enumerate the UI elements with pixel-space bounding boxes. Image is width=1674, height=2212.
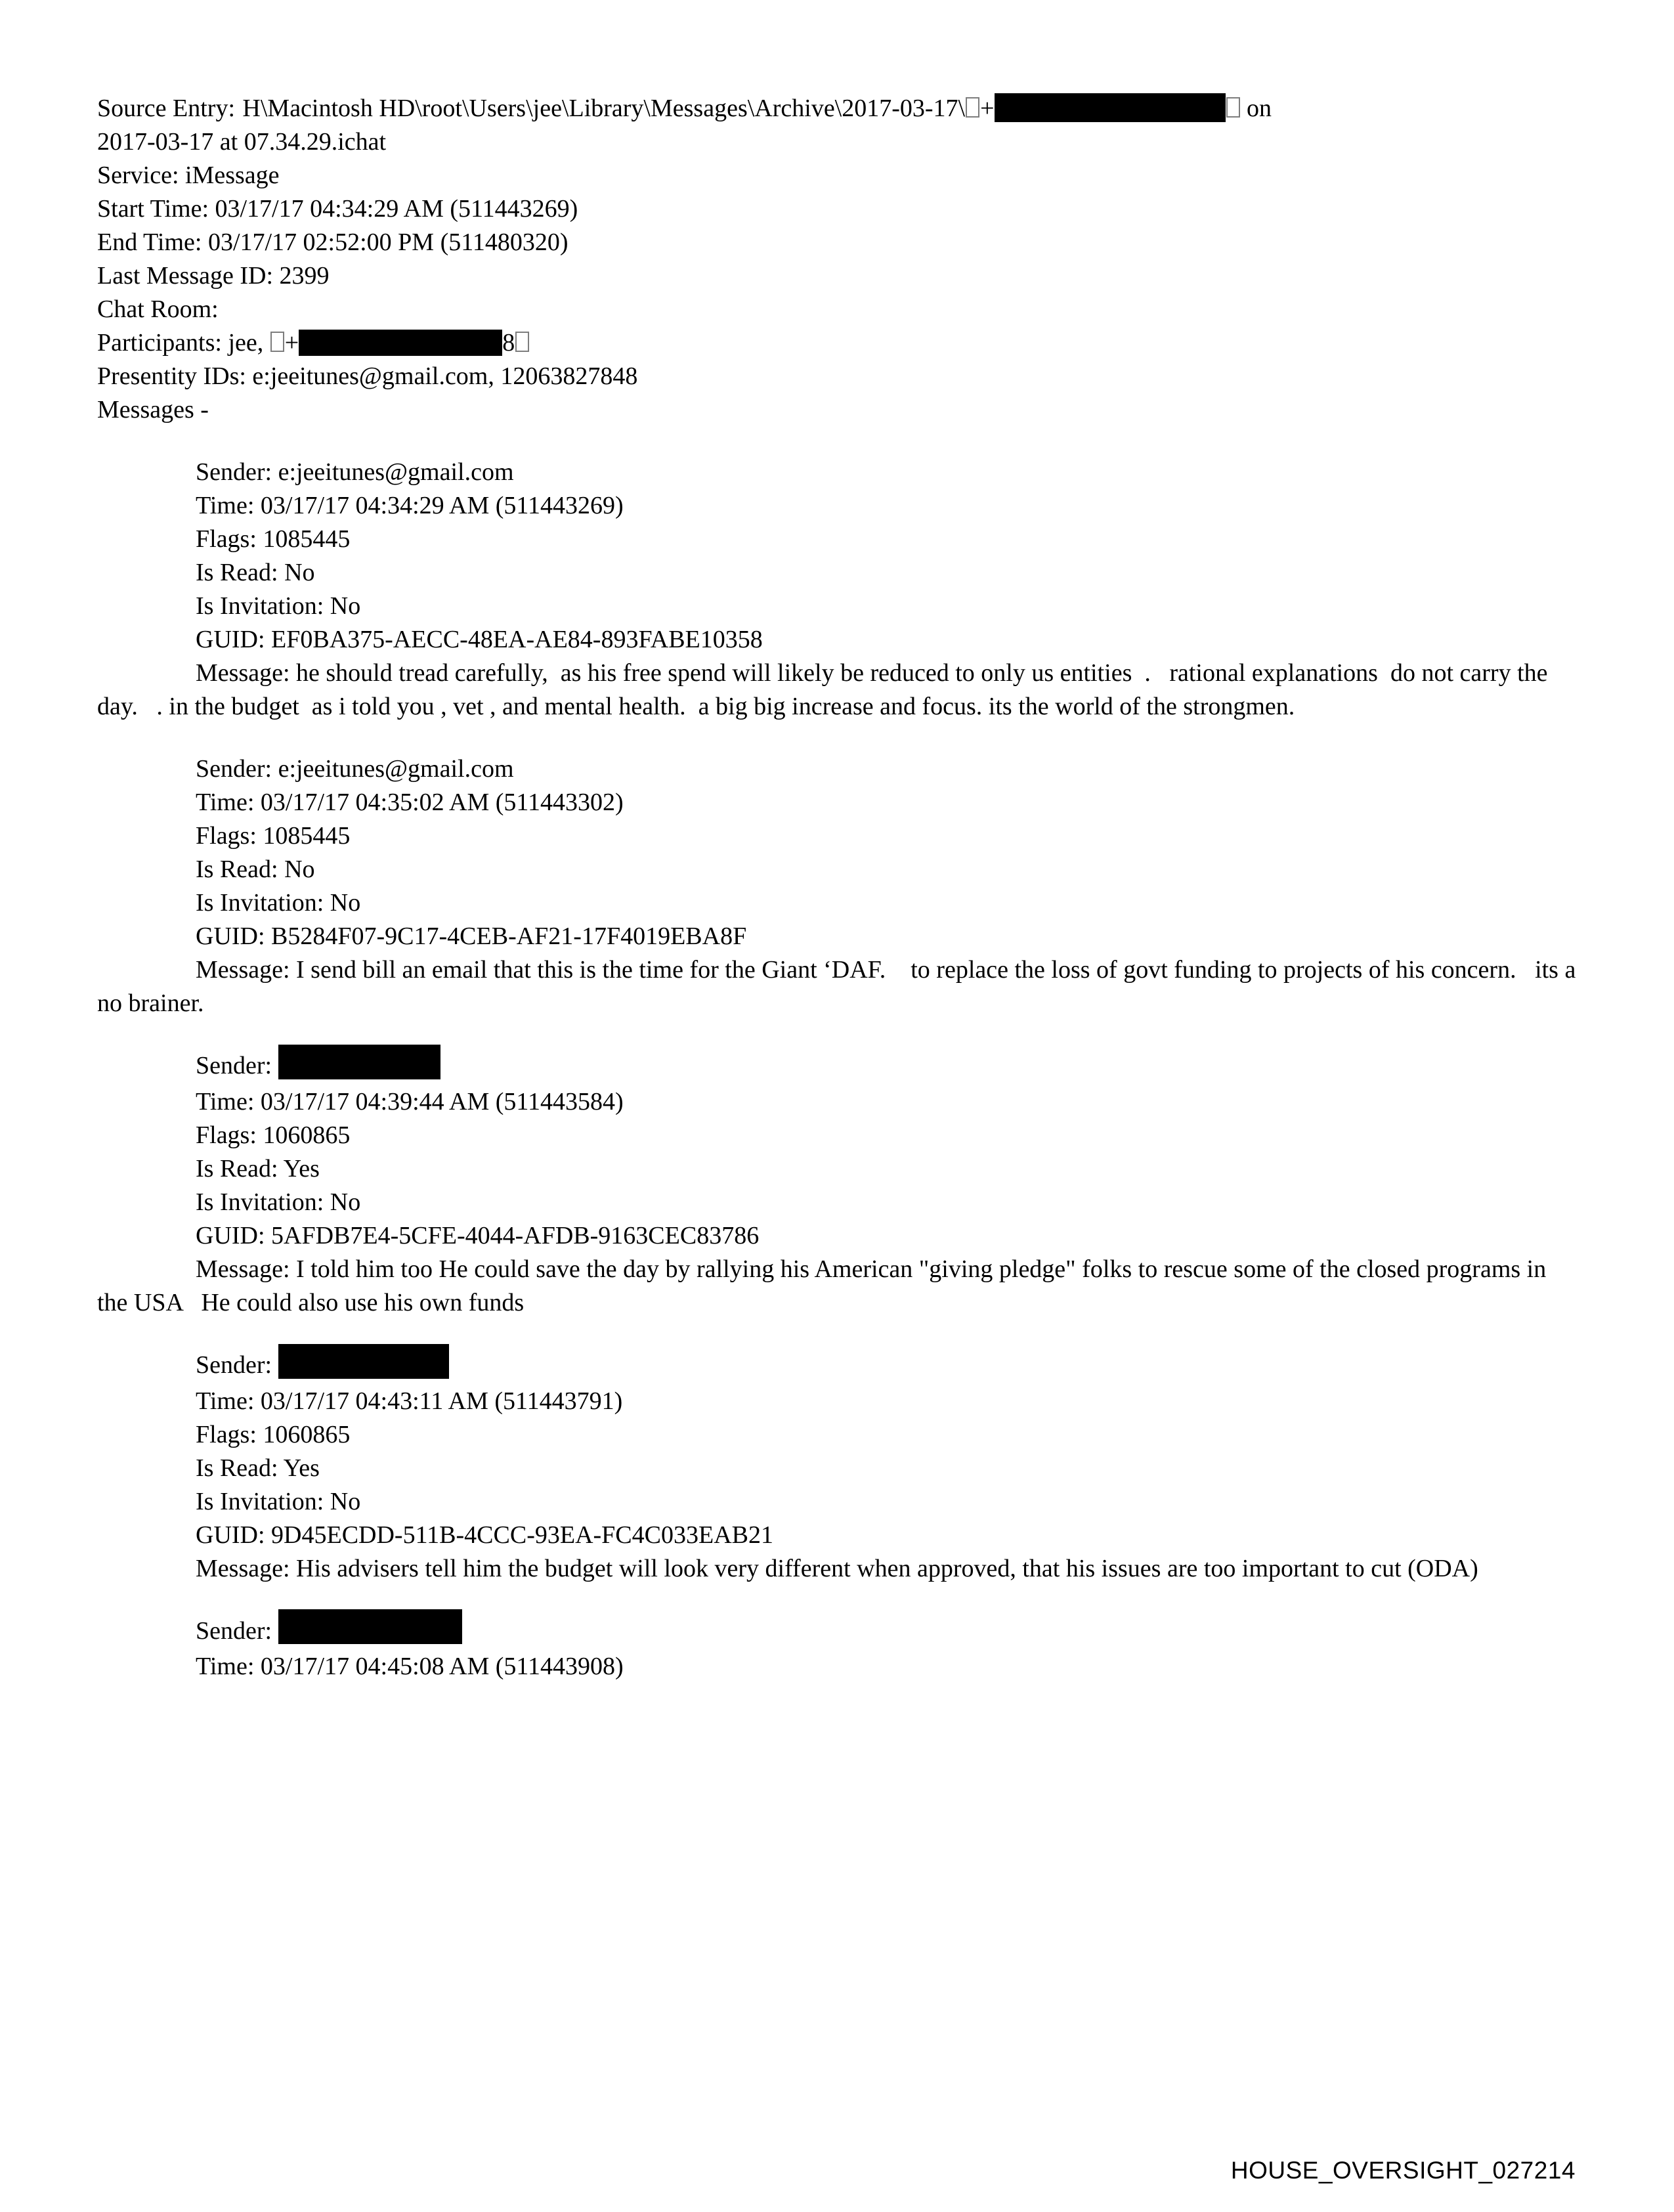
redaction-bar-sender [278, 1609, 462, 1644]
missing-glyph-box-icon [1226, 97, 1240, 118]
message-text: Message: I send bill an email that this is the time for the Giant ‘DAF. to replace the loss of govt funding to projects of his concern. its a no brainer. [97, 956, 1582, 1017]
participants-plus: + [284, 329, 299, 357]
message-sender: Sender: e:jeeitunes@gmail.com [196, 755, 514, 783]
message-guid: GUID: 9D45ECDD-511B-4CCC-93EA-FC4C033EAB21 [196, 1521, 773, 1549]
service-line: Service: iMessage [97, 162, 280, 189]
participants-tail: 8 [502, 329, 515, 357]
end-time-line: End Time: 03/17/17 02:52:00 PM (511480320) [97, 228, 569, 256]
message-time: Time: 03/17/17 04:45:08 AM (511443908) [196, 1653, 624, 1681]
document-body [97, 92, 1581, 1683]
last-message-id-line: Last Message ID: 2399 [97, 262, 330, 290]
missing-glyph-box-icon [270, 332, 284, 352]
message-flags: Flags: 1060865 [196, 1420, 351, 1448]
message-time: Time: 03/17/17 04:35:02 AM (511443302) [196, 789, 624, 816]
message-text: Message: I told him too He could save the day by rallying his American "giving pledge" folks to rescue some of the closed programs in the USA He could also use his own funds [97, 1255, 1553, 1316]
message-sender-label: Sender: [196, 1616, 278, 1645]
message-sender-label: Sender: [196, 1351, 278, 1379]
message-block [97, 456, 1581, 724]
messages-heading: Messages - [97, 396, 209, 423]
message-flags: Flags: 1085445 [196, 525, 351, 553]
message-guid: GUID: EF0BA375-AECC-48EA-AE84-893FABE10358 [196, 626, 763, 653]
missing-glyph-box-icon [515, 332, 529, 352]
message-block [97, 1615, 1581, 1684]
start-time-line: Start Time: 03/17/17 04:34:29 AM (511443269) [97, 195, 578, 223]
redaction-bar-sender [278, 1045, 440, 1079]
message-flags: Flags: 1085445 [196, 822, 351, 850]
message-flags: Flags: 1060865 [196, 1121, 351, 1149]
presentity-ids-line: Presentity IDs: e:jeeitunes@gmail.com, 12063827848 [97, 362, 638, 390]
message-is-invitation: Is Invitation: No [196, 592, 361, 620]
source-entry-plus: + [980, 95, 995, 122]
message-block [97, 1049, 1581, 1320]
message-time: Time: 03/17/17 04:43:11 AM (511443791) [196, 1387, 623, 1415]
message-sender-label: Sender: [196, 1052, 278, 1079]
source-entry-line [97, 92, 1581, 125]
message-text: Message: he should tread carefully, as his free spend will likely be reduced to only us entities . rational explanations do not carry the day. . in the budget as i told you , vet , and mental health. a big big increase and focus. its the world of the strongmen. [97, 659, 1554, 720]
transcript-header [97, 92, 1581, 427]
message-sender: Sender: e:jeeitunes@gmail.com [196, 458, 514, 486]
message-is-read: Is Read: Yes [196, 1154, 320, 1182]
message-guid: GUID: 5AFDB7E4-5CFE-4044-AFDB-9163CEC83786 [196, 1221, 760, 1249]
message-sender [196, 1349, 1581, 1385]
message-block [97, 752, 1581, 1020]
source-entry-label: Source Entry: [97, 95, 236, 122]
message-guid: GUID: B5284F07-9C17-4CEB-AF21-17F4019EBA8F [196, 922, 747, 950]
message-sender [196, 1615, 1581, 1651]
message-is-invitation: Is Invitation: No [196, 1188, 361, 1216]
missing-glyph-box-icon [966, 97, 979, 118]
participants-line [97, 326, 1581, 360]
message-is-read: Is Read: Yes [196, 1454, 320, 1482]
message-sender [196, 1049, 1581, 1085]
message-is-read: Is Read: No [196, 856, 315, 883]
chat-room-line: Chat Room: [97, 295, 219, 323]
source-entry-suffix: on [1240, 95, 1272, 122]
redaction-bar-participants [299, 330, 502, 356]
redaction-bar-sender [278, 1344, 449, 1379]
bates-stamp: HOUSE_OVERSIGHT_027214 [1230, 2157, 1576, 2184]
message-is-invitation: Is Invitation: No [196, 1487, 361, 1515]
redaction-bar-source-entry [995, 93, 1226, 122]
message-time: Time: 03/17/17 04:39:44 AM (511443584) [196, 1087, 624, 1116]
message-is-read: Is Read: No [196, 559, 315, 586]
participants-label: Participants: jee, [97, 329, 270, 357]
source-entry-line-2: 2017-03-17 at 07.34.29.ichat [97, 128, 387, 156]
message-block [97, 1349, 1581, 1586]
message-text: Message: His advisers tell him the budget will look very different when approved, that his issues are too important to cut (ODA) [196, 1554, 1478, 1582]
source-entry-path: H\Macintosh HD\root\Users\jee\Library\Messages\Archive\2017-03-17\ [242, 95, 966, 122]
message-is-invitation: Is Invitation: No [196, 889, 361, 917]
message-time: Time: 03/17/17 04:34:29 AM (511443269) [196, 492, 624, 519]
